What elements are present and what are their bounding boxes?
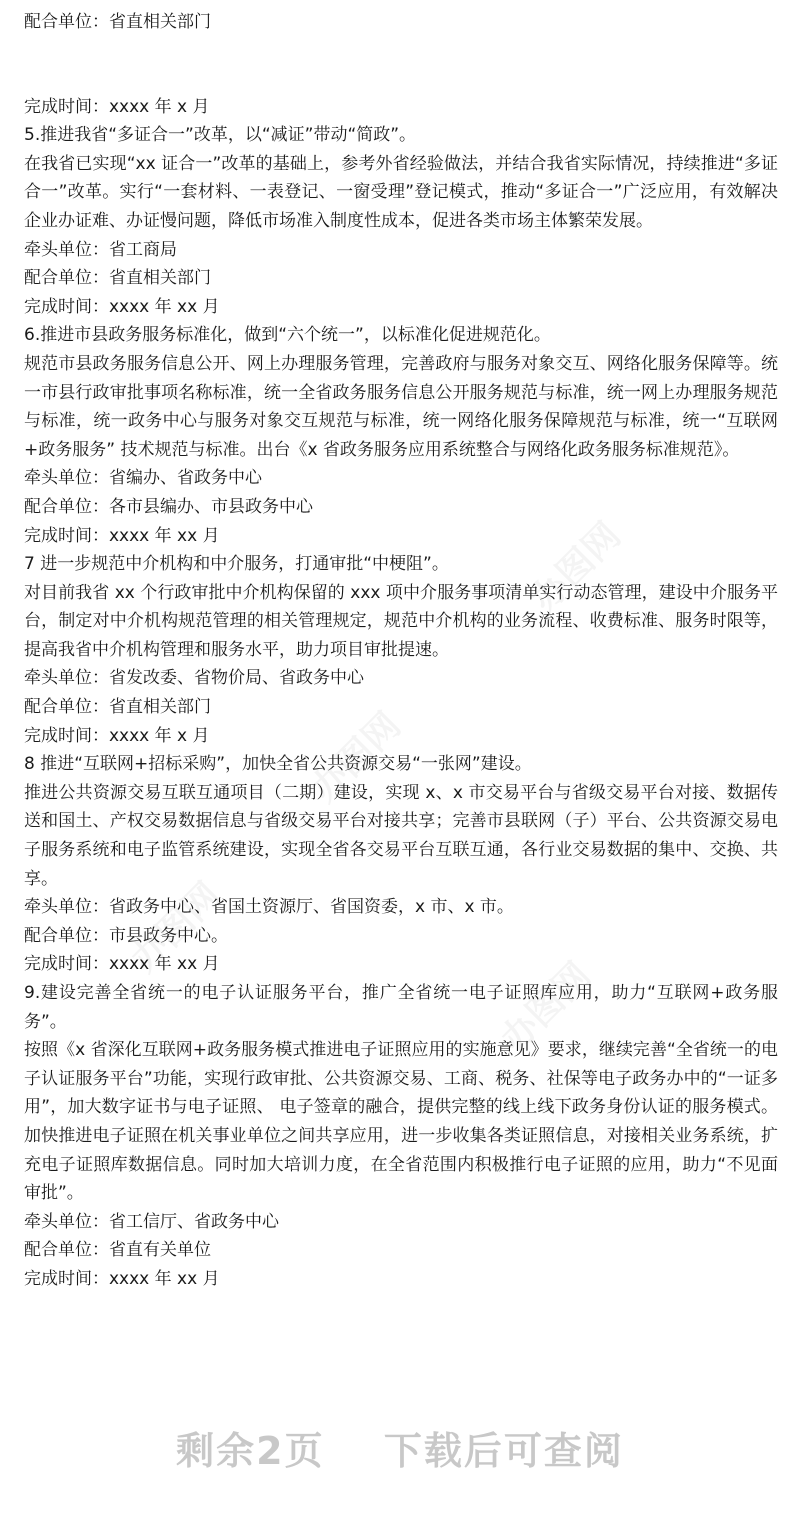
download-prompt[interactable] [0, 1420, 800, 1475]
section-lead: 牵头单位：省编办、省政务中心 [24, 468, 262, 489]
section-cooperate: 配合单位：省直有关单位 [24, 1240, 211, 1261]
section-body: 在我省已实现“xx 证合一”改革的基础上，参考外省经验做法，并结合我省实际情况，持续推进“多证合一”改革。实行“一套材料、一表登记、一窗受理”登记模式，推动“多证合一”广泛应用，有效解决企业办证难、办证慢问题，降低市场准入制度性成本，促进各类市场主体繁荣发展。 [24, 153, 778, 231]
section-deadline: 完成时间：xxxx 年 xx 月 [24, 296, 220, 317]
section-cooperate: 配合单位：各市县编办、市县政务中心 [24, 496, 313, 517]
section-body: 按照《x 省深化互联网+政务服务模式推进电子证照应用的实施意见》要求，继续完善“全省统一的电子认证服务平台”功能，实现行政审批、公共资源交易、工商、税务、社保等电子政务办中的“一证多用”，加大数字证书与电子证照、 电子签章的融合，提供完整的线上线下政务身份认证的服务模式。加快推进电子证照在机关事业单位之间共享应用，进一步收集各类证照信息，对接相关业务系统，扩充电子证照库数据信息。同时加大培训力度，在全省范围内积极推行电子证照的应用，助力“不见面审批”。 [24, 1040, 778, 1204]
download-to-view-label: 下载后可查阅 [383, 1429, 624, 1473]
section-lead: 牵头单位：省政务中心、省国土资源厅、省国资委，x 市、x 市。 [24, 897, 514, 918]
section-body: 规范市县政务服务信息公开、网上办理服务管理，完善政府与服务对象交互、网络化服务保障等。统一市县行政审批事项名称标准，统一全省政务服务信息公开服务规范与标准，统一网上办理服务规范与标准，统一政务中心与服务对象交互规范与标准，统一网络化服务保障规范与标准，统一“互联网+政务服务” 技术规范与标准。出台《x 省政务服务应用系统整合与网络化政务服务标准规范》。 [24, 353, 778, 460]
document-body [24, 0, 778, 1294]
section-lead: 牵头单位：省工商局 [24, 239, 177, 260]
section-title: 7 进一步规范中介机构和中介服务，打通审批“中梗阻”。 [24, 554, 449, 575]
section-title: 6.推进市县政务服务标准化，做到“六个统一”，以标准化促进规范化。 [24, 325, 551, 346]
top-cooperate: 配合单位：省直相关部门 [24, 12, 211, 32]
remaining-pages-label: 剩余2页 [176, 1429, 325, 1473]
section-body: 推进公共资源交易互联互通项目（二期）建设，实现 x、x 市交易平台与省级交易平台对接、数据传送和国土、产权交易数据信息与省级交易平台对接共享；完善市县联网（子）平台、公共资源交易电子服务系统和电子监管系统建设，实现全省各交易平台互联互通，各行业交易数据的集中、交换、共享。 [24, 782, 778, 889]
section-deadline: 完成时间：xxxx 年 xx 月 [24, 1268, 220, 1289]
top-deadline: 完成时间：xxxx 年 x 月 [24, 96, 210, 117]
section-lead: 牵头单位：省发改委、省物价局、省政务中心 [24, 668, 364, 689]
section-deadline: 完成时间：xxxx 年 xx 月 [24, 954, 220, 975]
section-lead: 牵头单位：省工信厅、省政务中心 [24, 1211, 279, 1232]
section-body: 对目前我省 xx 个行政审批中介机构保留的 xxx 项中介服务事项清单实行动态管理，建设中介服务平台，制定对中介机构规范管理的相关管理规定，规范中介机构的业务流程、收费标准、服务时限等，提高我省中介机构管理和服务水平，助力项目审批提速。 [24, 582, 778, 660]
section-deadline: 完成时间：xxxx 年 xx 月 [24, 525, 220, 546]
section-cooperate: 配合单位：省直相关部门 [24, 697, 211, 718]
section-cooperate: 配合单位：省直相关部门 [24, 268, 211, 289]
section-cooperate: 配合单位：市县政务中心。 [24, 925, 228, 946]
section-title: 5.推进我省“多证合一”改革，以“减证”带动“简政”。 [24, 125, 417, 146]
section-deadline: 完成时间：xxxx 年 x 月 [24, 725, 210, 746]
section-title: 9.建设完善全省统一的电子认证服务平台，推广全省统一电子证照库应用，助力“互联网+政务服务”。 [24, 983, 778, 1032]
section-title: 8 推进“互联网+招标采购”，加快全省公共资源交易“一张网”建设。 [24, 754, 532, 775]
